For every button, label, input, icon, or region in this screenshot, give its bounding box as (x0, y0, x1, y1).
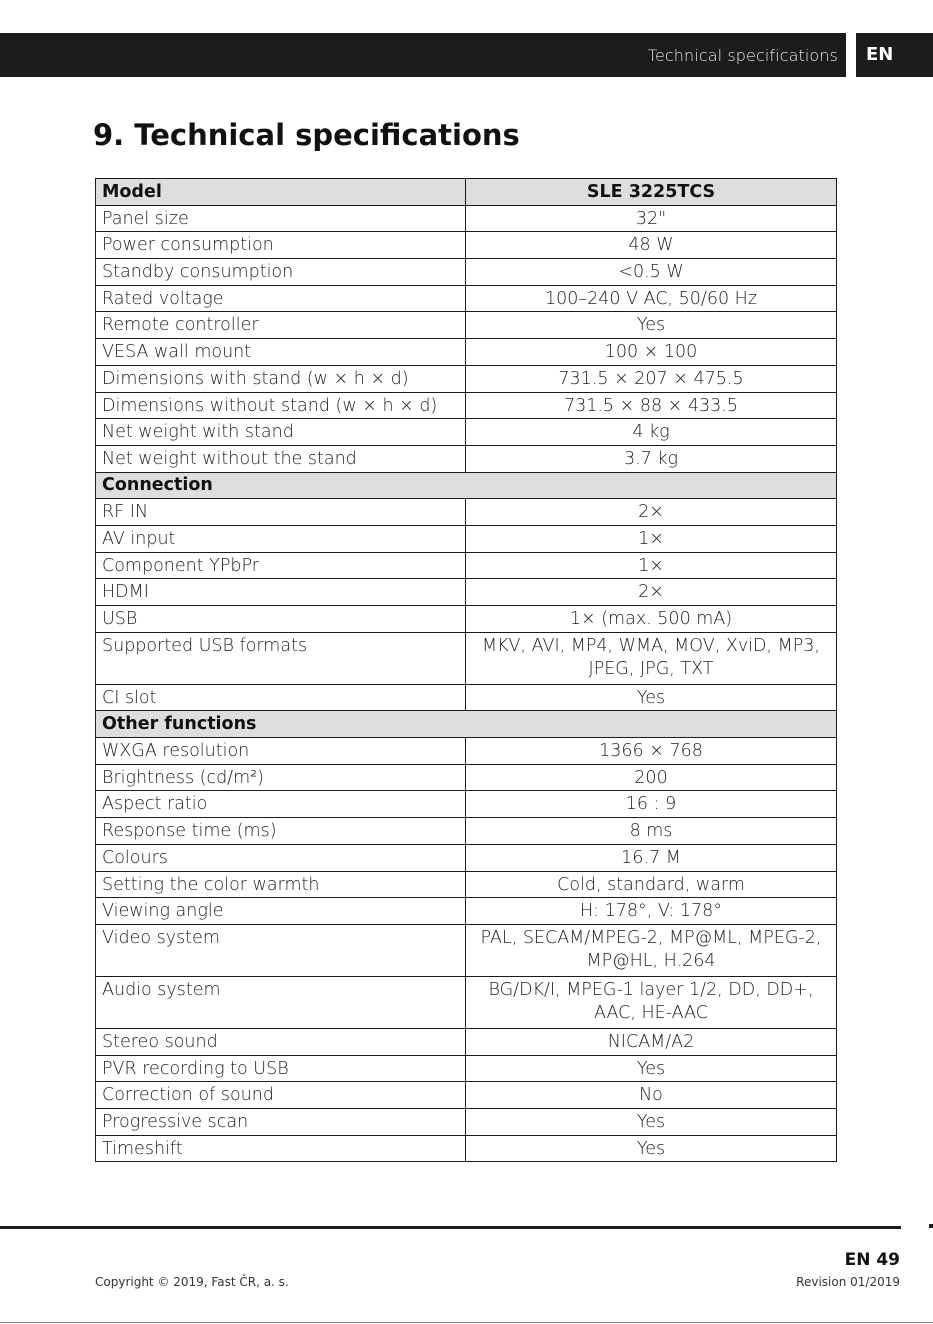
page-number: EN 49 (844, 1250, 900, 1270)
header-section-title: Technical specifications (647, 46, 838, 65)
spec-label: Audio system (96, 976, 466, 1028)
spec-label: Dimensions with stand (w × h × d) (96, 365, 466, 392)
spec-label: Brightness (cd/m²) (96, 764, 466, 791)
spec-table (95, 178, 837, 1162)
spec-value: 100 × 100 (466, 339, 837, 366)
table-row (96, 419, 837, 446)
spec-label: CI slot (96, 684, 466, 711)
spec-label: Net weight with stand (96, 419, 466, 446)
table-row (96, 738, 837, 765)
spec-value: Yes (466, 684, 837, 711)
table-row (96, 552, 837, 579)
language-badge (856, 33, 933, 77)
spec-value: PAL, SECAM/MPEG-2, MP@ML, MPEG-2, MP@HL, H.264 (466, 924, 837, 976)
spec-value: H: 178°, V: 178° (466, 898, 837, 925)
spec-value: 200 (466, 764, 837, 791)
spec-value: Cold, standard, warm (466, 871, 837, 898)
spec-label: AV input (96, 525, 466, 552)
spec-label: Standby consumption (96, 259, 466, 286)
spec-label: Timeshift (96, 1135, 466, 1162)
model-label: Model (96, 179, 466, 206)
footer-divider (0, 1226, 901, 1229)
spec-value: 1× (466, 525, 837, 552)
section-row-other-functions (96, 711, 837, 738)
revision-text: Revision 01/2019 (796, 1275, 900, 1289)
spec-value: 4 kg (466, 419, 837, 446)
spec-value: 8 ms (466, 818, 837, 845)
spec-value: 731.5 × 88 × 433.5 (466, 392, 837, 419)
table-row (96, 1028, 837, 1055)
table-row (96, 871, 837, 898)
table-row (96, 445, 837, 472)
spec-value: NICAM/A2 (466, 1028, 837, 1055)
spec-value: 16 : 9 (466, 791, 837, 818)
table-row (96, 312, 837, 339)
spec-value: 16.7 M (466, 844, 837, 871)
table-row (96, 632, 837, 684)
spec-value: 2× (466, 579, 837, 606)
spec-value: 1366 × 768 (466, 738, 837, 765)
table-row (96, 365, 837, 392)
page-bottom-edge (0, 1322, 933, 1323)
table-row (96, 764, 837, 791)
spec-label: VESA wall mount (96, 339, 466, 366)
language-label: EN (866, 44, 894, 65)
table-row (96, 499, 837, 526)
spec-label: Stereo sound (96, 1028, 466, 1055)
page-title: 9. Technical specifications (93, 118, 520, 152)
spec-label: PVR recording to USB (96, 1055, 466, 1082)
spec-value: No (466, 1082, 837, 1109)
table-row (96, 205, 837, 232)
spec-label: Panel size (96, 205, 466, 232)
spec-label: Aspect ratio (96, 791, 466, 818)
table-row (96, 1055, 837, 1082)
table-row (96, 525, 837, 552)
spec-value: 2× (466, 499, 837, 526)
spec-value: 3.7 kg (466, 445, 837, 472)
spec-value: 100–240 V AC, 50/60 Hz (466, 285, 837, 312)
table-row (96, 339, 837, 366)
spec-label: Response time (ms) (96, 818, 466, 845)
spec-label: HDMI (96, 579, 466, 606)
model-value: SLE 3225TCS (466, 179, 837, 206)
section-row-connection (96, 472, 837, 499)
spec-value: BG/DK/I, MPEG-1 layer 1/2, DD, DD+, AAC, HE-AAC (466, 976, 837, 1028)
spec-label: USB (96, 606, 466, 633)
table-row (96, 818, 837, 845)
section-label: Other functions (96, 711, 837, 738)
spec-label: Remote controller (96, 312, 466, 339)
copyright-text: Copyright © 2019, Fast ČR, a. s. (95, 1275, 289, 1289)
spec-value: MKV, AVI, MP4, WMA, MOV, XviD, MP3, JPEG, JPG, TXT (466, 632, 837, 684)
table-row (96, 684, 837, 711)
spec-value: Yes (466, 1055, 837, 1082)
table-row (96, 976, 837, 1028)
spec-label: RF IN (96, 499, 466, 526)
spec-label: Progressive scan (96, 1108, 466, 1135)
table-row (96, 791, 837, 818)
table-row (96, 1082, 837, 1109)
table-row (96, 232, 837, 259)
spec-value: Yes (466, 1108, 837, 1135)
table-row (96, 898, 837, 925)
spec-label: Net weight without the stand (96, 445, 466, 472)
spec-label: Viewing angle (96, 898, 466, 925)
spec-value: 1× (466, 552, 837, 579)
table-row (96, 392, 837, 419)
table-row (96, 579, 837, 606)
spec-label: Rated voltage (96, 285, 466, 312)
spec-label: Correction of sound (96, 1082, 466, 1109)
spec-value: 48 W (466, 232, 837, 259)
spec-value: Yes (466, 1135, 837, 1162)
spec-value: <0.5 W (466, 259, 837, 286)
table-row (96, 924, 837, 976)
spec-label: Component YPbPr (96, 552, 466, 579)
spec-label: Power consumption (96, 232, 466, 259)
header-bar (0, 33, 846, 77)
spec-value: 1× (max. 500 mA) (466, 606, 837, 633)
table-header-row (96, 179, 837, 206)
spec-value: 731.5 × 207 × 475.5 (466, 365, 837, 392)
table-row (96, 259, 837, 286)
spec-label: WXGA resolution (96, 738, 466, 765)
table-row (96, 1135, 837, 1162)
spec-label: Supported USB formats (96, 632, 466, 684)
spec-label: Dimensions without stand (w × h × d) (96, 392, 466, 419)
table-row (96, 1108, 837, 1135)
section-label: Connection (96, 472, 837, 499)
spec-value: 32" (466, 205, 837, 232)
table-row (96, 285, 837, 312)
spec-label: Setting the color warmth (96, 871, 466, 898)
footer-divider-end (929, 1224, 933, 1228)
spec-label: Video system (96, 924, 466, 976)
table-row (96, 844, 837, 871)
table-row (96, 606, 837, 633)
spec-label: Colours (96, 844, 466, 871)
spec-value: Yes (466, 312, 837, 339)
